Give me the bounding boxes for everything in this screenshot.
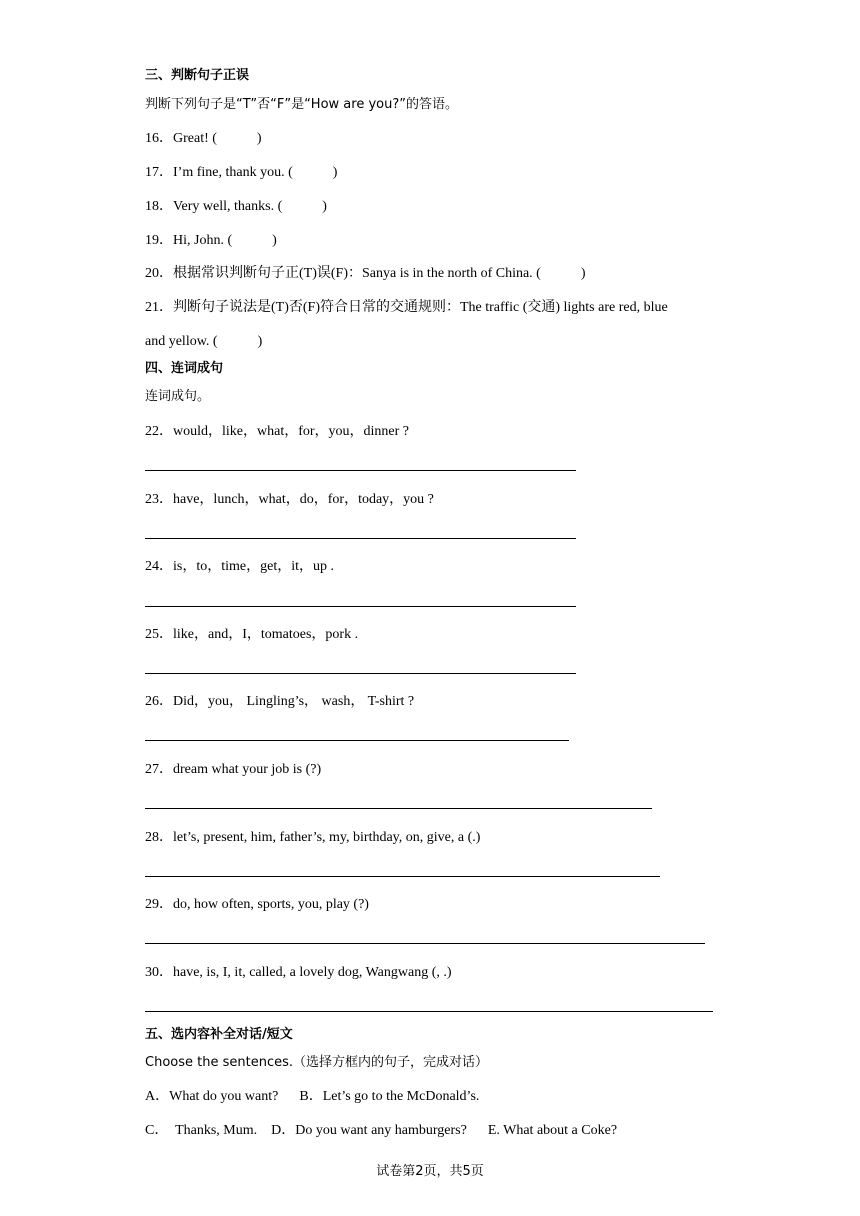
- question-text: have，lunch，what，do，for，today，you ?: [173, 492, 434, 507]
- question-number: 17．: [145, 165, 173, 180]
- question-number: 29．: [145, 897, 173, 912]
- section3-heading: 三、判断句子正误: [145, 68, 250, 83]
- question-number: 28．: [145, 830, 173, 845]
- section4-instruction: 连词成句。: [145, 389, 211, 404]
- question-27: [145, 761, 321, 779]
- question-number: 23．: [145, 492, 173, 507]
- answer-line[interactable]: [145, 538, 576, 539]
- section5-instruction: Choose the sentences.（选择方框内的句子，完成对话）: [145, 1055, 488, 1070]
- answer-line[interactable]: [145, 470, 576, 471]
- question-number: 22．: [145, 424, 173, 439]
- section5-heading: 五、选内容补全对话/短文: [145, 1027, 293, 1042]
- question-24: [145, 558, 334, 576]
- question-text: do, how often, sports, you, play (?): [173, 897, 369, 912]
- question-text: 根据常识判断句子正(T)误(F)：Sanya is in the north of China. (: [173, 266, 541, 281]
- answer-paren-close: ): [322, 199, 327, 214]
- question-19: [145, 232, 277, 250]
- question-18: [145, 198, 327, 216]
- question-number: 20．: [145, 266, 173, 281]
- question-text: like，and，I，tomatoes，pork .: [173, 627, 359, 642]
- question-text: Did，you， Lingling’s， wash， T-shirt ?: [173, 694, 415, 709]
- question-text: Hi, John. (: [173, 233, 233, 248]
- answer-line[interactable]: [145, 673, 576, 674]
- answer-line[interactable]: [145, 740, 569, 741]
- question-number: 26．: [145, 694, 173, 709]
- question-text: and yellow. (: [145, 334, 218, 349]
- answer-paren-close: ): [256, 131, 262, 146]
- answer-paren-close: ): [257, 334, 263, 349]
- answer-line[interactable]: [145, 1011, 713, 1012]
- section4-heading: 四、连词成句: [145, 361, 224, 376]
- answer-paren-close: ): [272, 233, 277, 248]
- question-text: I’m fine, thank you. (: [173, 165, 293, 180]
- question-text: have, is, I, it, called, a lovely dog, Wangwang (, .): [173, 965, 452, 980]
- question-21: [145, 299, 668, 317]
- question-text: would，like，what，for，you，dinner ?: [173, 424, 410, 439]
- answer-paren-close: ): [332, 165, 338, 180]
- question-text: Great! (: [173, 131, 217, 146]
- question-26: [145, 693, 414, 711]
- question-number: 16．: [145, 131, 173, 146]
- question-number: 19．: [145, 233, 173, 248]
- question-25: [145, 626, 358, 644]
- question-22: [145, 423, 409, 441]
- page-footer: 试卷第2页，共5页: [376, 1164, 484, 1179]
- question-text: is，to，time，get，it，up .: [173, 559, 334, 574]
- answer-line[interactable]: [145, 876, 660, 877]
- question-text: 判断句子说法是(T)否(F)符合日常的交通规则：The traffic (交通) lights are red, blue: [173, 300, 668, 315]
- question-30: [145, 964, 452, 982]
- question-number: 18．: [145, 199, 173, 214]
- answer-paren-close: ): [580, 266, 586, 281]
- question-29: [145, 896, 369, 914]
- question-20: [145, 265, 586, 283]
- question-17: [145, 164, 337, 182]
- question-number: 27．: [145, 762, 173, 777]
- options-line-1: A．What do you want? B．Let’s go to the McDonald’s.: [145, 1089, 480, 1104]
- question-number: 30．: [145, 965, 173, 980]
- question-28: [145, 829, 480, 847]
- question-number: 21．: [145, 300, 173, 315]
- question-text: let’s, present, him, father’s, my, birthday, on, give, a (.): [173, 830, 481, 845]
- question-21-continued: [145, 333, 262, 351]
- question-number: 25．: [145, 627, 173, 642]
- answer-line[interactable]: [145, 606, 576, 607]
- question-16: [145, 130, 262, 148]
- answer-line[interactable]: [145, 808, 652, 809]
- question-text: Very well, thanks. (: [173, 199, 283, 214]
- question-23: [145, 491, 434, 509]
- section3-instruction: 判断下列句子是“T”否“F”是“How are you?”的答语。: [145, 97, 458, 112]
- answer-line[interactable]: [145, 943, 705, 944]
- question-text: dream what your job is (?): [173, 762, 322, 777]
- question-number: 24．: [145, 559, 173, 574]
- options-line-2: C． Thanks, Mum. D．Do you want any hamburgers? E. What about a Coke?: [145, 1123, 618, 1138]
